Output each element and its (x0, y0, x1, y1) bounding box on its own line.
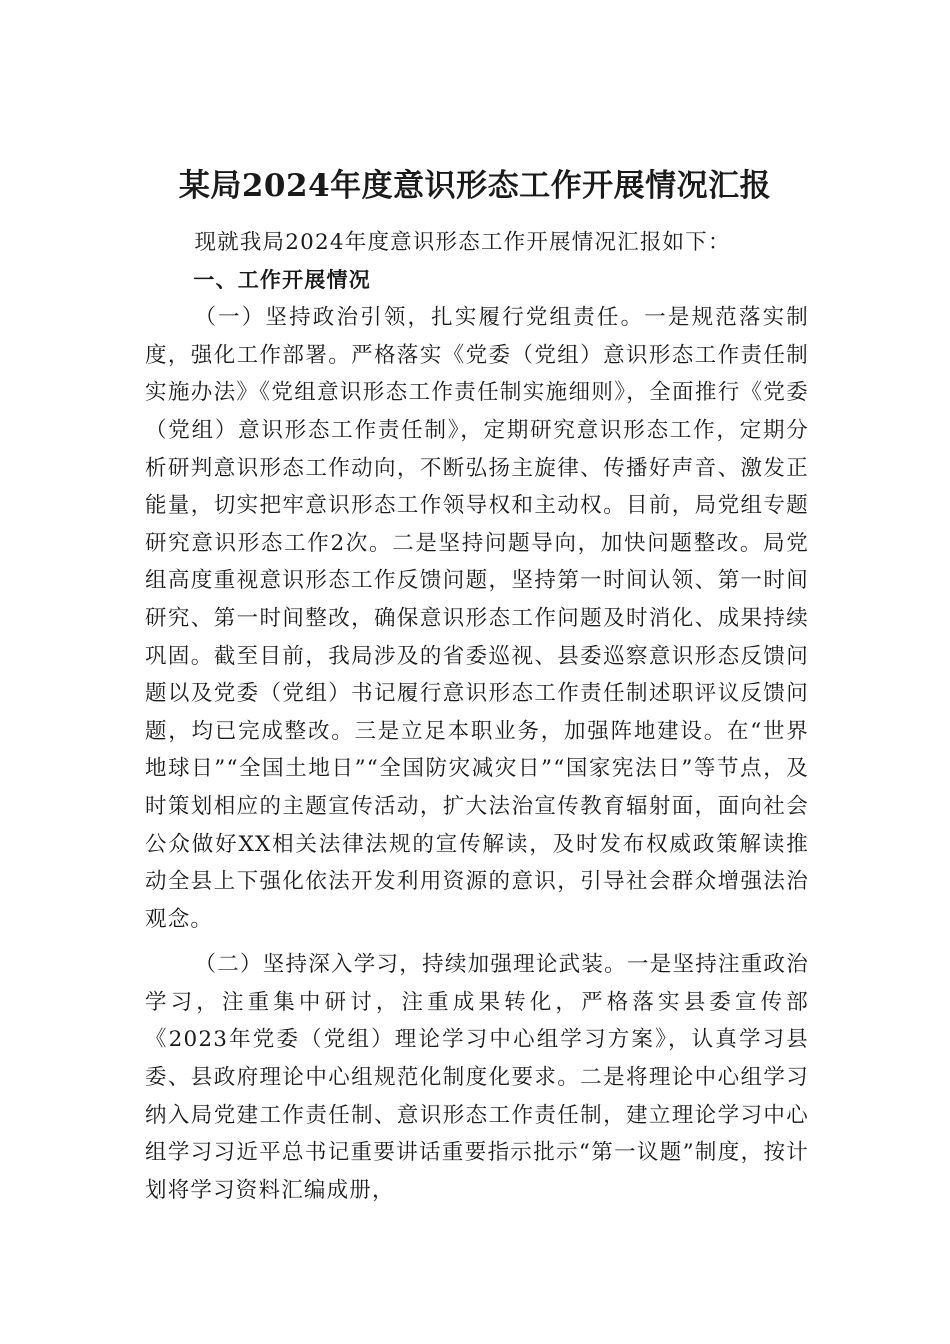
intro-paragraph: 现就我局2024年度意识形态工作开展情况汇报如下： (194, 230, 731, 255)
document-title: 某局2024年度意识形态工作开展情况汇报 (178, 168, 772, 204)
paragraph-political-leadership: （一）坚持政治引领，扎实履行党组责任。一是规范落实制度，强化工作部署。严格落实《党委（党组）意识形态工作责任制实施办法》《党组意识形态工作责任制实施细则》，全面推行《党委（党组）意识形态工作责任制》，定期研究意识形态工作，定期分析研判意识形态工作动向，不断弘扬主旋律、传播好声音、激发正能量，切实把牢意识形态工作领导权和主动权。目前，局党组专题研究意识形态工作2次。二是坚持问题导向，加快问题整改。局党组高度重视意识形态工作反馈问题，坚持第一时间认领、第一时间研究、第一时间整改，确保意识形态工作问题及时消化、成果持续巩固。截至目前，我局涉及的省委巡视、县委巡察意识形态反馈问题以及党委（党组）书记履行意识形态工作责任制述职评议反馈问题，均已完成整改。三是立足本职业务，加强阵地建设。在“世界地球日”“全国土地日”“全国防灾减灾日”“国家宪法日”等节点，及时策划相应的主题宣传活动，扩大法治宣传教育辐射面，面向社会公众做好XX相关法律法规的宣传解读，及时发布权威政策解读推动全县上下强化依法开发利用资源的意识，引导社会群众增强法治观念。 (145, 305, 809, 932)
section-heading-work-progress: 一、工作开展情况 (193, 267, 371, 292)
document-body (145, 224, 809, 1209)
paragraph-theoretical-study: （二）坚持深入学习，持续加强理论武装。一是坚持注重政治学习，注重集中研讨，注重成果转化，严格落实县委宣传部《2023年党委（党组）理论学习中心组学习方案》，认真学习县委、县政府理论中心组规范化制度化要求。二是将理论中心组学习纳入局党建工作责任制、意识形态工作责任制，建立理论学习中心组学习习近平总书记重要讲话重要指示批示“第一议题”制度，按计划将学习资料汇编成册， (145, 952, 809, 1203)
